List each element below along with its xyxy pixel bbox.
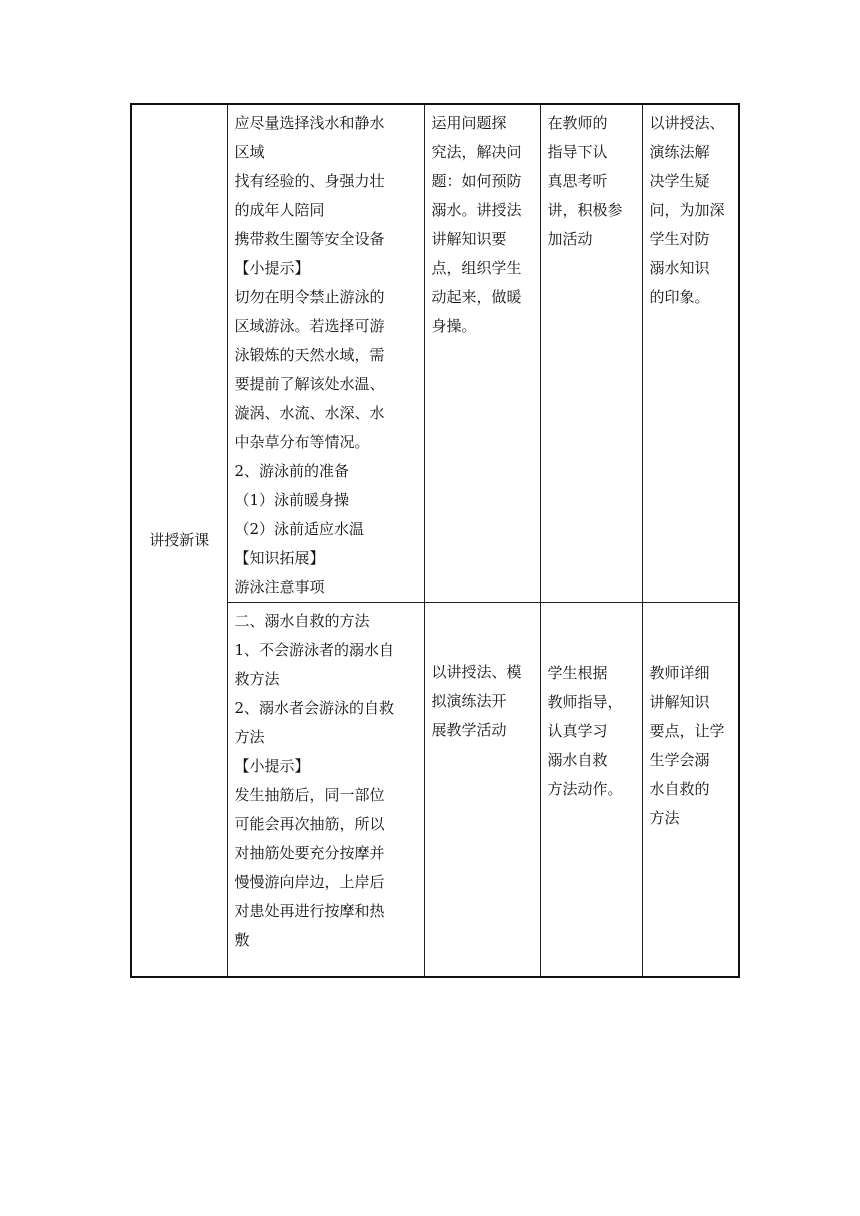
student-activity-cell bbox=[540, 104, 642, 603]
content-line: 区域 bbox=[234, 143, 265, 161]
teacher-line: 究法，解决问 bbox=[431, 143, 522, 161]
intent-line: 决学生疑 bbox=[649, 172, 710, 190]
section-label-cell bbox=[131, 104, 227, 977]
content-line: 【小提示】 bbox=[234, 259, 310, 277]
teacher-line: 拟演练法开 bbox=[431, 692, 507, 710]
content-line: 1、不会游泳者的溺水自 bbox=[234, 641, 395, 659]
content-cell bbox=[227, 603, 424, 978]
content-line: 要提前了解该处水温、 bbox=[234, 375, 385, 393]
content-line: 发生抽筋后，同一部位 bbox=[234, 786, 385, 804]
lesson-plan-table bbox=[130, 103, 740, 978]
content-line: 敷 bbox=[234, 931, 250, 949]
student-line: 加活动 bbox=[547, 230, 593, 248]
design-intent-cell bbox=[642, 104, 739, 603]
content-line: 2、溺水者会游泳的自救 bbox=[234, 699, 395, 717]
teacher-line: 以讲授法、模 bbox=[431, 663, 522, 681]
content-line: 找有经验的、身强力壮 bbox=[234, 172, 385, 190]
intent-line: 以讲授法、 bbox=[649, 114, 725, 132]
content-line: 漩涡、水流、水深、水 bbox=[234, 404, 385, 422]
teacher-line: 点，组织学生 bbox=[431, 259, 522, 277]
design-intent-cell bbox=[642, 603, 739, 978]
student-line: 讲，积极参 bbox=[547, 201, 623, 219]
content-line: 2、游泳前的准备 bbox=[234, 462, 350, 480]
teacher-line: 动起来，做暖 bbox=[431, 288, 522, 306]
intent-line: 教师详细 bbox=[649, 664, 710, 682]
content-line: 对抽筋处要充分按摩并 bbox=[234, 844, 385, 862]
teacher-line: 展教学活动 bbox=[431, 721, 507, 739]
teacher-activity-cell bbox=[424, 104, 540, 603]
content-line: 慢慢游向岸边，上岸后 bbox=[234, 873, 385, 891]
content-line: 方法 bbox=[234, 728, 265, 746]
content-line: （2）泳前适应水温 bbox=[234, 520, 365, 538]
intent-line: 溺水知识 bbox=[649, 259, 710, 277]
intent-line: 的印象。 bbox=[649, 288, 710, 306]
intent-line: 要点，让学 bbox=[649, 722, 725, 740]
content-cell bbox=[227, 104, 424, 603]
intent-line: 生学会溺 bbox=[649, 751, 710, 769]
student-line: 方法动作。 bbox=[547, 780, 623, 798]
content-line: 对患处再进行按摩和热 bbox=[234, 902, 385, 920]
content-line: 区域游泳。若选择可游 bbox=[234, 317, 385, 335]
content-line: 【小提示】 bbox=[234, 757, 310, 775]
teacher-activity-cell bbox=[424, 603, 540, 978]
content-line: 【知识拓展】 bbox=[234, 549, 325, 567]
section-label: 讲授新课 bbox=[149, 531, 210, 549]
content-line: 应尽量选择浅水和静水 bbox=[234, 114, 385, 132]
student-line: 溺水自救 bbox=[547, 751, 608, 769]
student-activity-cell bbox=[540, 603, 642, 978]
content-line: （1）泳前暖身操 bbox=[234, 491, 350, 509]
teacher-line: 题：如何预防 bbox=[431, 172, 522, 190]
intent-line: 方法 bbox=[649, 809, 680, 827]
intent-line: 学生对防 bbox=[649, 230, 710, 248]
student-line: 真思考听 bbox=[547, 172, 608, 190]
teacher-line: 运用问题探 bbox=[431, 114, 507, 132]
content-line: 游泳注意事项 bbox=[234, 578, 325, 596]
content-line: 的成年人陪同 bbox=[234, 201, 325, 219]
intent-line: 水自救的 bbox=[649, 780, 710, 798]
table-row bbox=[131, 104, 739, 603]
intent-line: 演练法解 bbox=[649, 143, 710, 161]
content-line: 中杂草分布等情况。 bbox=[234, 433, 370, 451]
student-line: 学生根据 bbox=[547, 664, 608, 682]
student-line: 在教师的 bbox=[547, 114, 608, 132]
intent-line: 问，为加深 bbox=[649, 201, 725, 219]
content-line: 二、溺水自救的方法 bbox=[234, 612, 370, 630]
content-line: 泳锻炼的天然水域，需 bbox=[234, 346, 385, 364]
teacher-line: 讲解知识要 bbox=[431, 230, 507, 248]
teacher-line: 身操。 bbox=[431, 317, 477, 335]
content-line: 切勿在明令禁止游泳的 bbox=[234, 288, 385, 306]
content-line: 携带救生圈等安全设备 bbox=[234, 230, 385, 248]
student-line: 认真学习 bbox=[547, 722, 608, 740]
student-line: 教师指导， bbox=[547, 693, 623, 711]
content-line: 救方法 bbox=[234, 670, 280, 688]
content-line: 可能会再次抽筋，所以 bbox=[234, 815, 385, 833]
student-line: 指导下认 bbox=[547, 143, 608, 161]
intent-line: 讲解知识 bbox=[649, 693, 710, 711]
teacher-line: 溺水。讲授法 bbox=[431, 201, 522, 219]
